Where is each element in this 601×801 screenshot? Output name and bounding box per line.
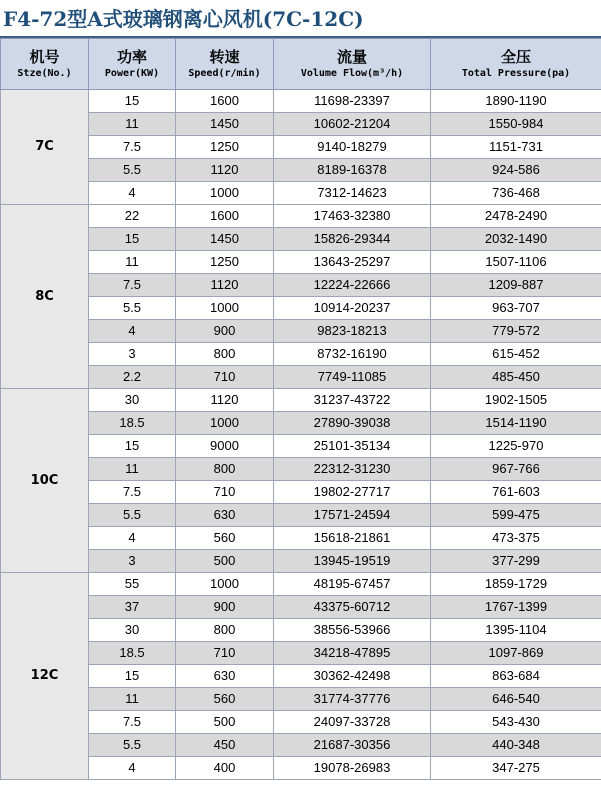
table-row (1, 343, 601, 366)
table-row (1, 619, 601, 642)
flow-cell: 10914-20237 (274, 297, 431, 320)
power-cell: 15 (89, 435, 176, 458)
power-cell: 3 (89, 550, 176, 573)
speed-cell: 1000 (176, 182, 274, 205)
header-model-en: Stze(No.) (17, 68, 72, 79)
speed-cell: 710 (176, 481, 274, 504)
pressure-cell: 473-375 (431, 527, 601, 550)
pressure-cell: 1151-731 (431, 136, 601, 159)
pressure-cell: 646-540 (431, 688, 601, 711)
flow-cell: 48195-67457 (274, 573, 431, 596)
flow-cell: 30362-42498 (274, 665, 431, 688)
header-flow-en: Volume Flow(m³/h) (300, 68, 404, 79)
table-row (1, 251, 601, 274)
speed-cell: 1250 (176, 251, 274, 274)
pressure-cell: 599-475 (431, 504, 601, 527)
speed-cell: 1120 (176, 159, 274, 182)
power-cell: 5.5 (89, 504, 176, 527)
model-cell: 12C (1, 573, 89, 780)
power-cell: 7.5 (89, 481, 176, 504)
power-cell: 55 (89, 573, 176, 596)
speed-cell: 450 (176, 734, 274, 757)
pressure-cell: 440-348 (431, 734, 601, 757)
pressure-cell: 2478-2490 (431, 205, 601, 228)
pressure-cell: 1507-1106 (431, 251, 601, 274)
pressure-cell: 1767-1399 (431, 596, 601, 619)
header-model-zh: 机号 (29, 48, 60, 66)
model-cell: 8C (1, 205, 89, 389)
power-cell: 5.5 (89, 297, 176, 320)
speed-cell: 400 (176, 757, 274, 780)
power-cell: 15 (89, 228, 176, 251)
pressure-cell: 963-707 (431, 297, 601, 320)
header-power (89, 39, 176, 90)
power-cell: 11 (89, 688, 176, 711)
pressure-cell: 1514-1190 (431, 412, 601, 435)
pressure-cell: 1209-887 (431, 274, 601, 297)
speed-cell: 560 (176, 688, 274, 711)
pressure-cell: 1097-869 (431, 642, 601, 665)
table-row (1, 182, 601, 205)
fan-spec-table (0, 38, 601, 780)
speed-cell: 800 (176, 458, 274, 481)
power-cell: 7.5 (89, 136, 176, 159)
pressure-cell: 543-430 (431, 711, 601, 734)
header-flow (274, 39, 431, 90)
pressure-cell: 1395-1104 (431, 619, 601, 642)
header-pressure-en: Total Pressure(pa) (461, 68, 571, 79)
table-row (1, 642, 601, 665)
power-cell: 2.2 (89, 366, 176, 389)
power-cell: 4 (89, 757, 176, 780)
pressure-cell: 347-275 (431, 757, 601, 780)
flow-cell: 9823-18213 (274, 320, 431, 343)
table-row (1, 504, 601, 527)
table-row (1, 274, 601, 297)
power-cell: 11 (89, 458, 176, 481)
table-row (1, 412, 601, 435)
table-row (1, 90, 601, 113)
table-row (1, 320, 601, 343)
header-model (1, 39, 89, 90)
speed-cell: 500 (176, 550, 274, 573)
pressure-cell: 736-468 (431, 182, 601, 205)
power-cell: 7.5 (89, 711, 176, 734)
table-row (1, 757, 601, 780)
table-row (1, 205, 601, 228)
model-cell: 10C (1, 389, 89, 573)
power-cell: 7.5 (89, 274, 176, 297)
flow-cell: 12224-22666 (274, 274, 431, 297)
flow-cell: 19078-26983 (274, 757, 431, 780)
speed-cell: 1250 (176, 136, 274, 159)
speed-cell: 560 (176, 527, 274, 550)
table-row (1, 596, 601, 619)
power-cell: 30 (89, 619, 176, 642)
header-pressure (431, 39, 601, 90)
header-power-en: Power(KW) (104, 68, 160, 79)
power-cell: 3 (89, 343, 176, 366)
flow-cell: 38556-53966 (274, 619, 431, 642)
pressure-cell: 485-450 (431, 366, 601, 389)
pressure-cell: 2032-1490 (431, 228, 601, 251)
power-cell: 22 (89, 205, 176, 228)
power-cell: 15 (89, 665, 176, 688)
speed-cell: 630 (176, 504, 274, 527)
pressure-cell: 761-603 (431, 481, 601, 504)
speed-cell: 630 (176, 665, 274, 688)
power-cell: 15 (89, 90, 176, 113)
speed-cell: 9000 (176, 435, 274, 458)
pressure-cell: 924-586 (431, 159, 601, 182)
header-flow-zh: 流量 (336, 48, 367, 66)
flow-cell: 7749-11085 (274, 366, 431, 389)
table-row (1, 136, 601, 159)
flow-cell: 22312-31230 (274, 458, 431, 481)
speed-cell: 900 (176, 320, 274, 343)
flow-cell: 8732-16190 (274, 343, 431, 366)
pressure-cell: 1902-1505 (431, 389, 601, 412)
flow-cell: 13643-25297 (274, 251, 431, 274)
header-speed-zh: 转速 (209, 48, 240, 66)
speed-cell: 800 (176, 343, 274, 366)
speed-cell: 500 (176, 711, 274, 734)
header-power-zh: 功率 (116, 48, 147, 66)
table-header-row (1, 39, 601, 90)
power-cell: 5.5 (89, 734, 176, 757)
power-cell: 37 (89, 596, 176, 619)
speed-cell: 1120 (176, 274, 274, 297)
power-cell: 4 (89, 182, 176, 205)
table-row (1, 573, 601, 596)
flow-cell: 31237-43722 (274, 389, 431, 412)
speed-cell: 800 (176, 619, 274, 642)
speed-cell: 1600 (176, 205, 274, 228)
pressure-cell: 779-572 (431, 320, 601, 343)
speed-cell: 1000 (176, 412, 274, 435)
pressure-cell: 863-684 (431, 665, 601, 688)
speed-cell: 1000 (176, 297, 274, 320)
speed-cell: 710 (176, 366, 274, 389)
flow-cell: 13945-19519 (274, 550, 431, 573)
pressure-cell: 1859-1729 (431, 573, 601, 596)
table-row (1, 688, 601, 711)
speed-cell: 1450 (176, 113, 274, 136)
flow-cell: 34218-47895 (274, 642, 431, 665)
pressure-cell: 1890-1190 (431, 90, 601, 113)
model-cell: 7C (1, 90, 89, 205)
flow-cell: 21687-30356 (274, 734, 431, 757)
header-pressure-zh: 全压 (500, 48, 531, 66)
speed-cell: 1450 (176, 228, 274, 251)
power-cell: 18.5 (89, 412, 176, 435)
power-cell: 11 (89, 251, 176, 274)
flow-cell: 31774-37776 (274, 688, 431, 711)
page-title: F4-72型A式玻璃钢离心风机(7C-12C) (0, 0, 601, 38)
flow-cell: 25101-35134 (274, 435, 431, 458)
table-row (1, 389, 601, 412)
table-row (1, 550, 601, 573)
speed-cell: 900 (176, 596, 274, 619)
pressure-cell: 615-452 (431, 343, 601, 366)
power-cell: 4 (89, 320, 176, 343)
power-cell: 30 (89, 389, 176, 412)
flow-cell: 8189-16378 (274, 159, 431, 182)
flow-cell: 11698-23397 (274, 90, 431, 113)
speed-cell: 1120 (176, 389, 274, 412)
pressure-cell: 967-766 (431, 458, 601, 481)
table-row (1, 159, 601, 182)
pressure-cell: 1550-984 (431, 113, 601, 136)
speed-cell: 1600 (176, 90, 274, 113)
table-body (1, 90, 601, 780)
flow-cell: 7312-14623 (274, 182, 431, 205)
power-cell: 4 (89, 527, 176, 550)
table-row (1, 665, 601, 688)
header-speed (176, 39, 274, 90)
pressure-cell: 377-299 (431, 550, 601, 573)
speed-cell: 710 (176, 642, 274, 665)
table-row (1, 297, 601, 320)
pressure-cell: 1225-970 (431, 435, 601, 458)
flow-cell: 17571-24594 (274, 504, 431, 527)
flow-cell: 17463-32380 (274, 205, 431, 228)
table-row (1, 527, 601, 550)
flow-cell: 27890-39038 (274, 412, 431, 435)
table-row (1, 734, 601, 757)
flow-cell: 43375-60712 (274, 596, 431, 619)
header-speed-en: Speed(r/min) (188, 68, 261, 79)
table-row (1, 113, 601, 136)
table-row (1, 711, 601, 734)
flow-cell: 15826-29344 (274, 228, 431, 251)
flow-cell: 10602-21204 (274, 113, 431, 136)
power-cell: 18.5 (89, 642, 176, 665)
table-row (1, 481, 601, 504)
speed-cell: 1000 (176, 573, 274, 596)
power-cell: 5.5 (89, 159, 176, 182)
table-row (1, 458, 601, 481)
table-row (1, 435, 601, 458)
table-row (1, 228, 601, 251)
flow-cell: 24097-33728 (274, 711, 431, 734)
flow-cell: 15618-21861 (274, 527, 431, 550)
flow-cell: 19802-27717 (274, 481, 431, 504)
table-row (1, 366, 601, 389)
flow-cell: 9140-18279 (274, 136, 431, 159)
power-cell: 11 (89, 113, 176, 136)
